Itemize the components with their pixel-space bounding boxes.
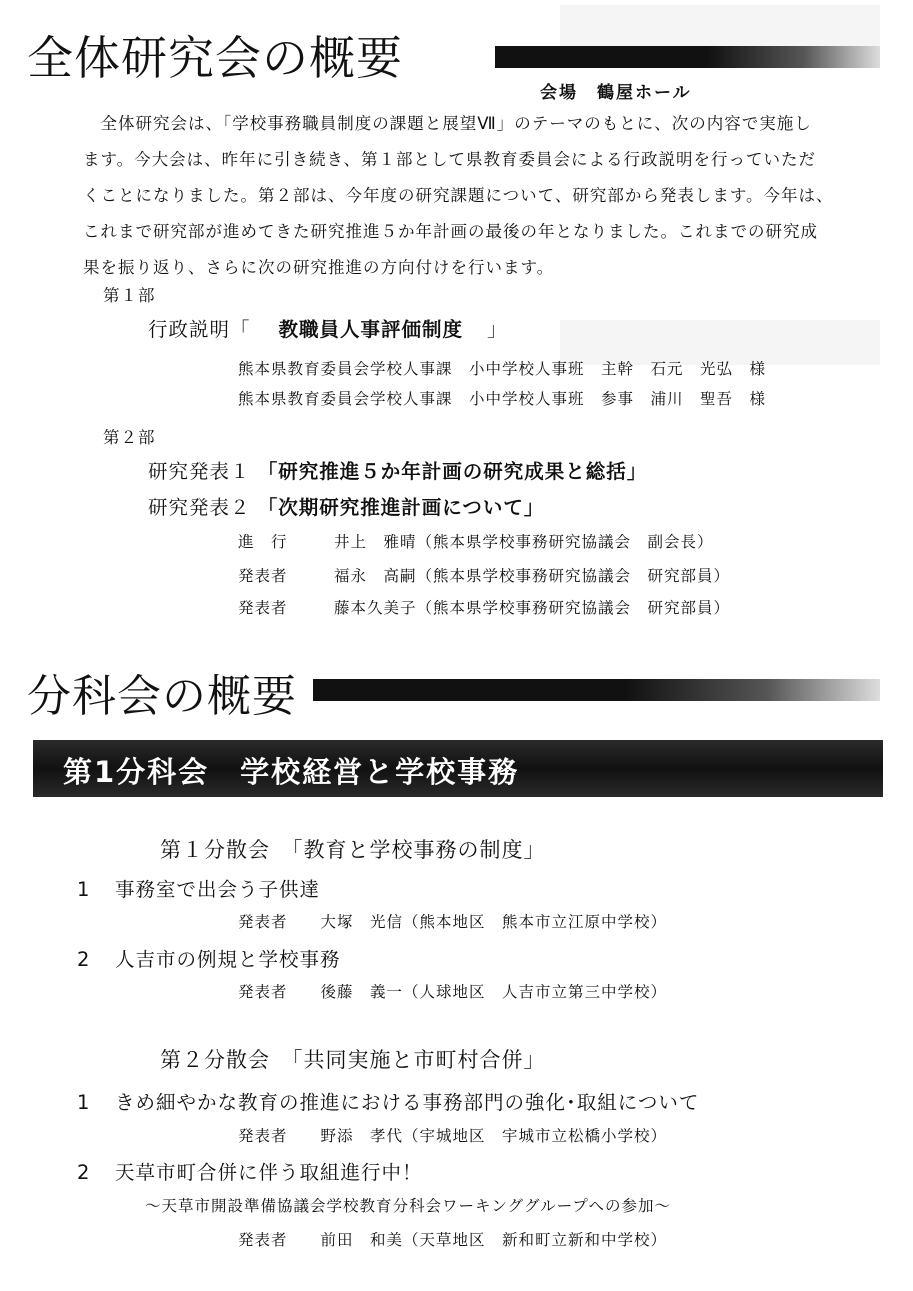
member-role: 進 行 (238, 533, 288, 551)
overview-title: 全体研究会の概要 (27, 31, 403, 85)
presentation-1 (148, 456, 647, 484)
lecture-prefix: 行政説明「 (148, 318, 251, 341)
item-presenter: 発表者 後藤 義一（人球地区 人吉市立第三中学校） (238, 983, 668, 1001)
presentation-prefix: 研究発表２ (148, 496, 251, 519)
intro-line: くことになりました。第２部は、今年度の研究課題について、研究部から発表します。今年は、 (83, 186, 834, 205)
item-title: きめ細やかな教育の推進における事務部門の強化･取組について (115, 1091, 700, 1114)
item-title: 天草市町合併に伴う取組進行中！ (115, 1161, 423, 1184)
section-banner-text: 第1分科会 学校経営と学校事務 (63, 755, 520, 789)
member-name: 福永 高嗣 (334, 567, 417, 585)
lecture-line (148, 314, 508, 342)
item-title: 事務室で出会う子供達 (115, 878, 321, 901)
speaker: 熊本県教育委員会学校人事課 小中学校人事班 主幹 石元 光弘 様 (238, 360, 767, 378)
member-row (238, 564, 730, 586)
presentation-title: 「次期研究推進計画について」 (257, 496, 545, 519)
presentation-title: 「研究推進５か年計画の研究成果と総括」 (257, 460, 648, 483)
venue: 会場 鶴屋ホール (540, 83, 692, 103)
sections-title: 分科会の概要 (27, 671, 297, 722)
presentation-prefix: 研究発表１ (148, 460, 251, 483)
member-role: 発表者 (238, 567, 288, 585)
member-affiliation: （熊本県学校事務研究協議会 副会長） (416, 533, 714, 551)
member-affiliation: （熊本県学校事務研究協議会 研究部員） (416, 599, 731, 617)
item-presenter: 発表者 前田 和美（天草地区 新和町立新和中学校） (238, 1231, 668, 1249)
item-title: 人吉市の例規と学校事務 (115, 948, 341, 971)
member-row (238, 596, 730, 618)
item-title-row (77, 874, 320, 902)
presentation-2 (148, 492, 544, 520)
member-affiliation: （熊本県学校事務研究協議会 研究部員） (416, 567, 731, 585)
lecture-title: 教職員人事評価制度 (278, 318, 464, 341)
item-presenter: 発表者 野添 孝代（宇城地区 宇城市立松橋小学校） (238, 1127, 668, 1145)
intro-paragraph (83, 106, 834, 286)
item-number: 2 (77, 948, 91, 971)
item-subtitle: ～天草市開設準備協議会学校教育分科会ワーキンググループへの参加～ (145, 1197, 671, 1215)
item-title-row (77, 944, 341, 972)
item-number: 2 (77, 1161, 91, 1184)
member-role: 発表者 (238, 599, 288, 617)
sections-rule (313, 679, 880, 701)
group-heading: 第１分散会 「教育と学校事務の制度」 (160, 838, 546, 862)
item-presenter: 発表者 大塚 光信（熊本地区 熊本市立江原中学校） (238, 913, 668, 931)
part2-label: 第２部 (103, 428, 156, 447)
part1-label: 第１部 (103, 286, 156, 305)
item-title-row (77, 1157, 423, 1185)
item-title-row (77, 1087, 699, 1115)
intro-line: 果を振り返り、さらに次の研究推進の方向付けを行います。 (83, 258, 555, 277)
intro-line: これまで研究部が進めてきた研究推進５か年計画の最後の年となりました。これまでの研究成 (83, 222, 818, 241)
member-name: 井上 雅晴 (334, 533, 417, 551)
item-number: 1 (77, 1091, 91, 1114)
title-rule (495, 46, 880, 68)
item-number: 1 (77, 878, 91, 901)
speaker: 熊本県教育委員会学校人事課 小中学校人事班 参事 浦川 聖吾 様 (238, 390, 767, 408)
section-banner (33, 740, 883, 797)
group-heading: 第２分散会 「共同実施と市町村合併」 (160, 1048, 546, 1072)
member-row (238, 530, 714, 552)
intro-line: 全体研究会は、「学校事務職員制度の課題と展望Ⅶ」のテーマのもとに、次の内容で実施し (83, 114, 812, 133)
member-name: 藤本久美子 (334, 599, 417, 617)
lecture-suffix: 」 (487, 318, 508, 341)
intro-line: ます。今大会は、昨年に引き続き、第１部として県教育委員会による行政説明を行っていただ (83, 150, 817, 169)
